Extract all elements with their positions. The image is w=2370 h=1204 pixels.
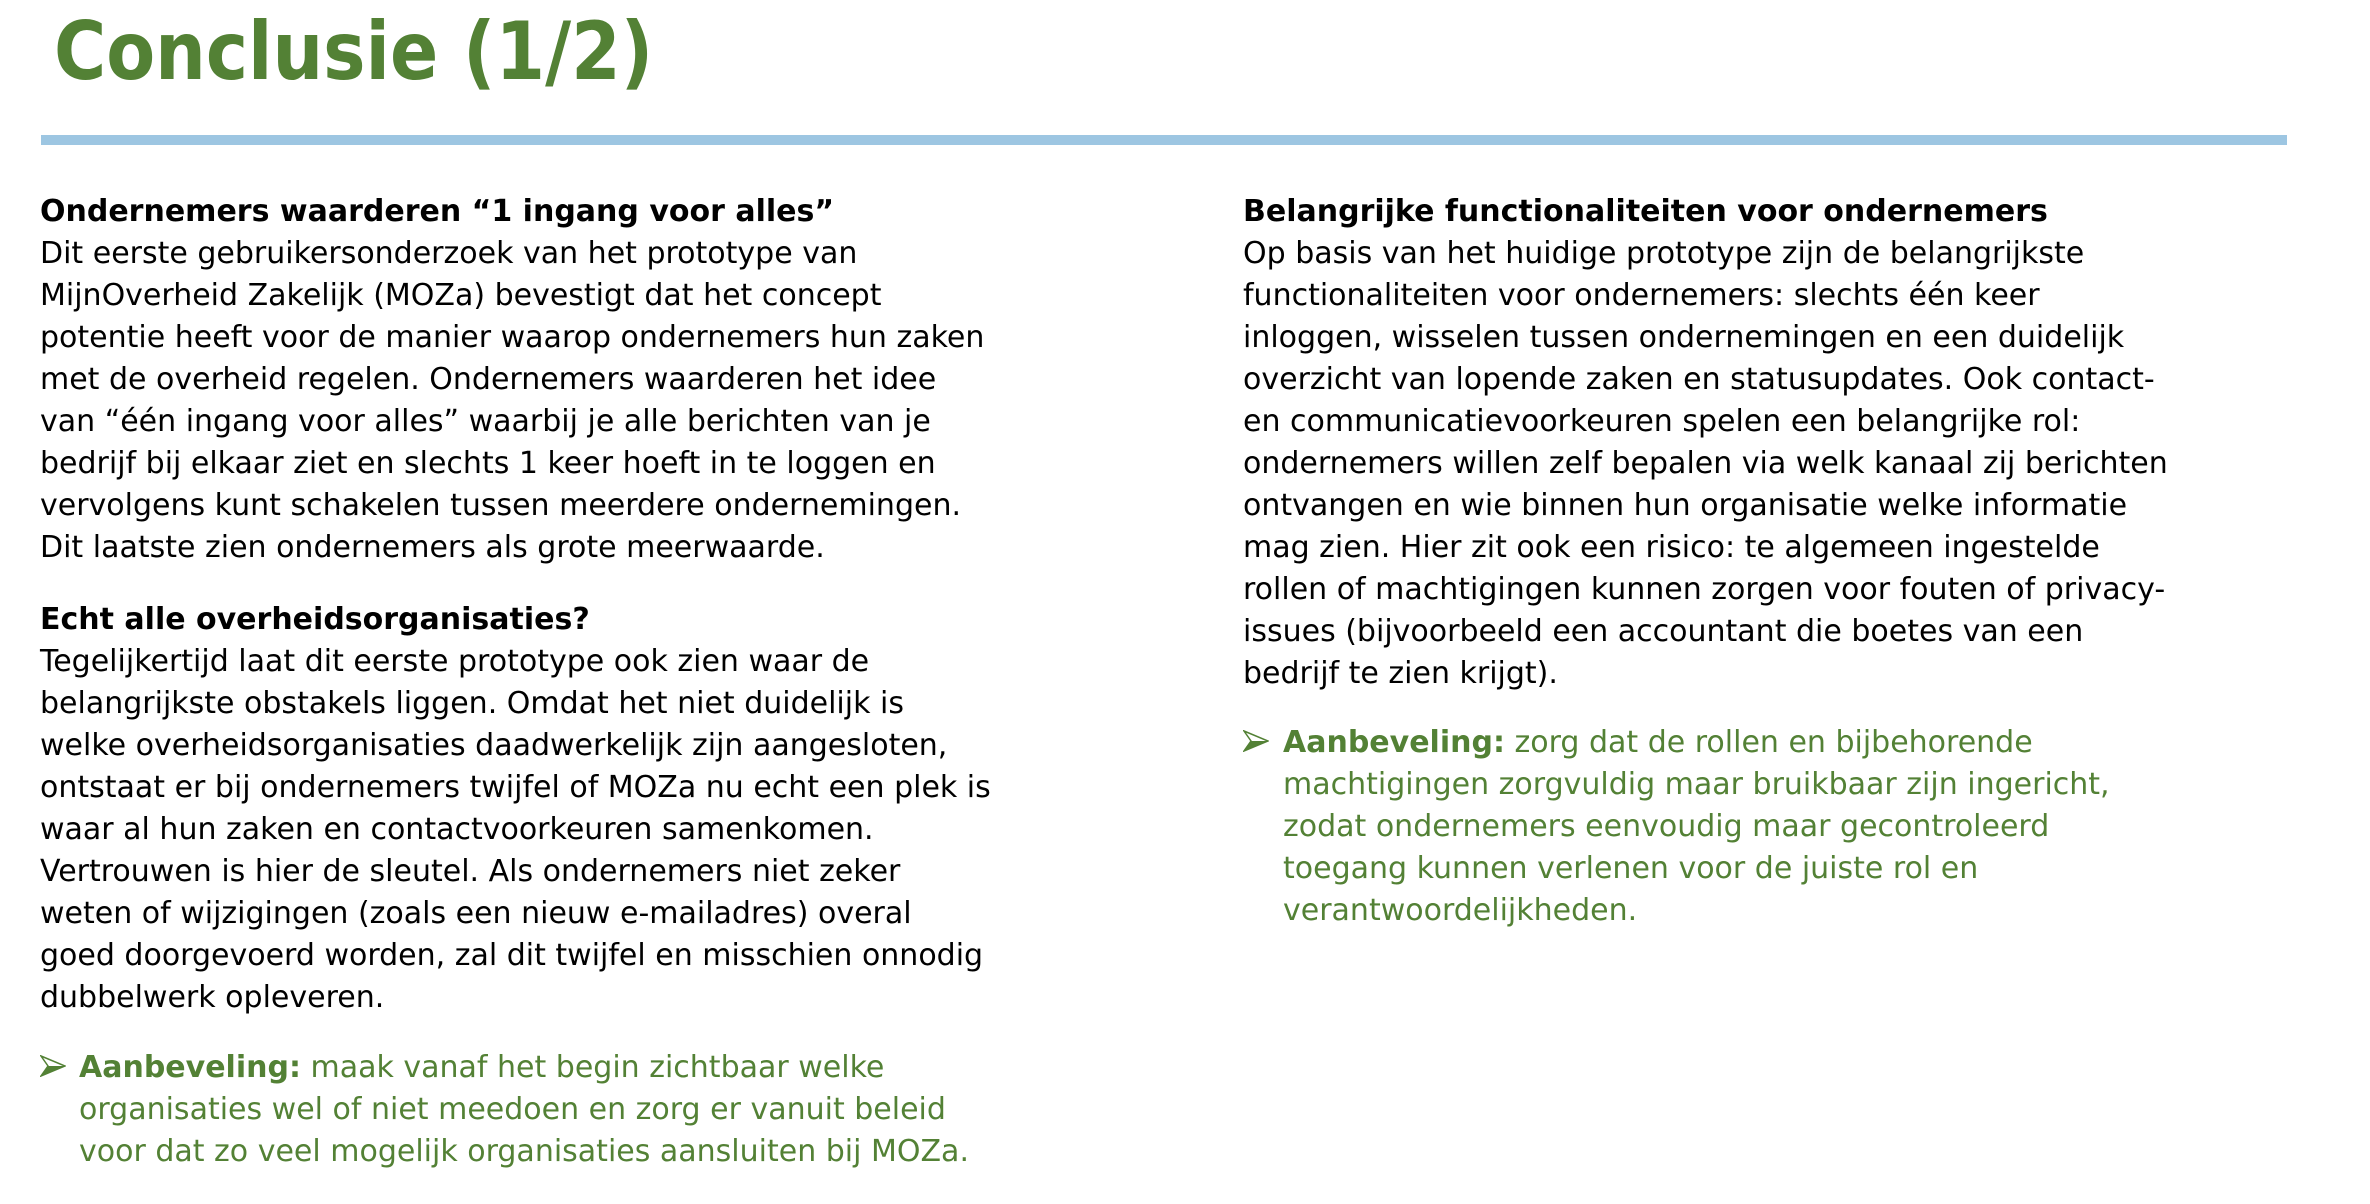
section-heading: Echt alle overheidsorganisaties? — [40, 602, 590, 637]
page-title: Conclusie (1/2) — [54, 5, 654, 98]
recommendation-line: organisaties wel of niet meedoen en zorg er vanuit beleid — [79, 1092, 946, 1127]
paragraph-line: en communicatievoorkeuren spelen een belangrijke rol: — [1243, 404, 2081, 439]
paragraph-line: mag zien. Hier zit ook een risico: te algemeen ingestelde — [1243, 530, 2100, 565]
recommendation-line: toegang kunnen verlenen voor de juiste rol en — [1283, 851, 1979, 886]
recommendation-right — [1283, 722, 2110, 932]
paragraph-line: ondernemers willen zelf bepalen via welk kanaal zij berichten — [1243, 446, 2168, 481]
paragraph-line: welke overheidsorganisaties daadwerkelijk zijn aangesloten, — [40, 728, 948, 763]
paragraph-line: van “één ingang voor alles” waarbij je alle berichten van je — [40, 404, 931, 439]
paragraph-line: Tegelijkertijd laat dit eerste prototype ook zien waar de — [40, 644, 870, 679]
paragraph-line: weten of wijzigingen (zoals een nieuw e-mailadres) overal — [40, 896, 912, 931]
paragraph-line: overzicht van lopende zaken en statusupdates. Ook contact- — [1243, 362, 2155, 397]
recommendation-line: zodat ondernemers eenvoudig maar gecontroleerd — [1283, 809, 2050, 844]
section-heading: Belangrijke functionaliteiten voor ondernemers — [1243, 194, 2048, 229]
paragraph-line: MijnOverheid Zakelijk (MOZa) bevestigt dat het concept — [40, 278, 882, 313]
section-important-functionalities — [1243, 191, 2168, 695]
recommendation-left — [79, 1047, 969, 1173]
paragraph-line: waar al hun zaken en contactvoorkeuren samenkomen. — [40, 812, 874, 847]
paragraph-line: ontstaat er bij ondernemers twijfel of MOZa nu echt een plek is — [40, 770, 991, 805]
recommendation-label: Aanbeveling: — [1283, 725, 1505, 760]
section-1-users-value-single-entry — [40, 191, 984, 569]
paragraph-line: bedrijf bij elkaar ziet en slechts 1 keer hoeft in te loggen en — [40, 446, 936, 481]
paragraph-line: rollen of machtigingen kunnen zorgen voor fouten of privacy- — [1243, 572, 2166, 607]
title-divider — [41, 135, 2287, 145]
section-2-all-government-organisations — [40, 599, 991, 1019]
recommendation-text: zorg dat de rollen en bijbehorende — [1504, 725, 2033, 760]
paragraph-line: inloggen, wisselen tussen ondernemingen en een duidelijk — [1243, 320, 2125, 355]
recommendation-line: voor dat zo veel mogelijk organisaties aansluiten bij MOZa. — [79, 1134, 969, 1169]
section-heading: Ondernemers waarderen “1 ingang voor alles” — [40, 194, 835, 229]
recommendation-line: machtigingen zorgvuldig maar bruikbaar zijn ingericht, — [1283, 767, 2110, 802]
paragraph-line: dubbelwerk opleveren. — [40, 980, 385, 1015]
paragraph-line: bedrijf te zien krijgt). — [1243, 656, 1558, 691]
paragraph-line: issues (bijvoorbeeld een accountant die boetes van een — [1243, 614, 2084, 649]
recommendation-line: verantwoordelijkheden. — [1283, 893, 1638, 928]
recommendation-text: maak vanaf het begin zichtbaar welke — [300, 1050, 885, 1085]
paragraph-line: belangrijkste obstakels liggen. Omdat het niet duidelijk is — [40, 686, 904, 721]
paragraph-line: Dit laatste zien ondernemers als grote meerwaarde. — [40, 530, 825, 565]
paragraph-line: vervolgens kunt schakelen tussen meerdere ondernemingen. — [40, 488, 961, 523]
paragraph-line: goed doorgevoerd worden, zal dit twijfel en misschien onnodig — [40, 938, 984, 973]
recommendation-label: Aanbeveling: — [79, 1050, 301, 1085]
paragraph-line: Dit eerste gebruikersonderzoek van het prototype van — [40, 236, 858, 271]
paragraph-line: potentie heeft voor de manier waarop ondernemers hun zaken — [40, 320, 985, 355]
paragraph-line: met de overheid regelen. Ondernemers waarderen het idee — [40, 362, 937, 397]
paragraph-line: functionaliteiten voor ondernemers: slechts één keer — [1243, 278, 2040, 313]
paragraph-line: Vertrouwen is hier de sleutel. Als ondernemers niet zeker — [40, 854, 901, 889]
arrowhead-bullet-icon — [40, 1055, 66, 1077]
paragraph-line: ontvangen en wie binnen hun organisatie welke informatie — [1243, 488, 2128, 523]
paragraph-line: Op basis van het huidige prototype zijn de belangrijkste — [1243, 236, 2085, 271]
arrowhead-bullet-icon — [1243, 730, 1269, 752]
